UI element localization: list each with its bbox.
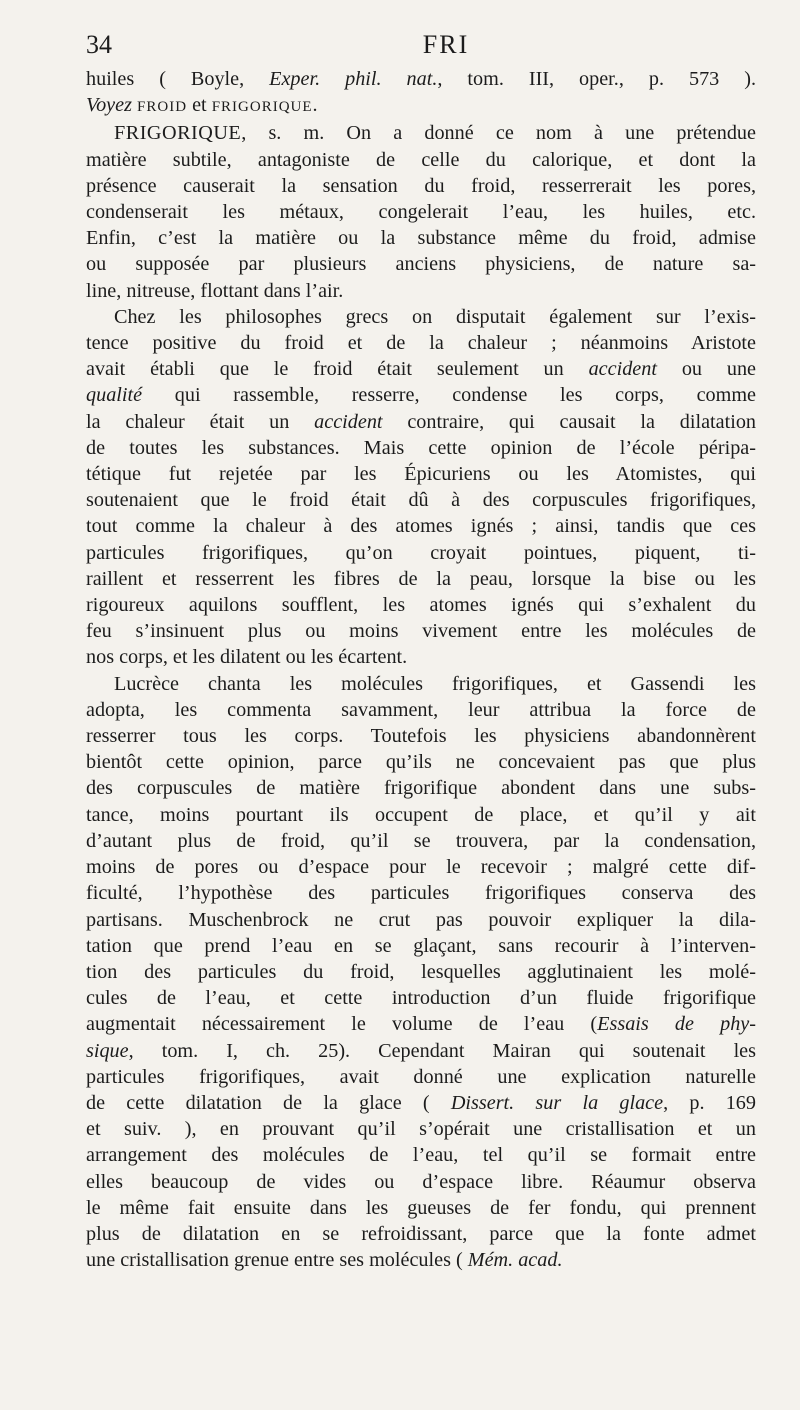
text-segment: ou une xyxy=(656,358,756,381)
text-line xyxy=(86,723,756,749)
text-segment: tance, moins pourtant ils occupent de place, et qu’il y ait xyxy=(86,803,756,826)
text-segment: arrangement des molécules de l’eau, tel qu’il se formait entre xyxy=(86,1144,756,1167)
text-line xyxy=(86,933,756,959)
text-segment: des corpuscules de matière frigorifique abondent dans une subs- xyxy=(86,777,756,800)
text-segment: adopta, les commenta savamment, leur attribua la force de xyxy=(86,698,756,721)
text-segment: augmentait nécessairement le volume de l’eau ( xyxy=(86,1013,598,1036)
text-line xyxy=(86,147,756,173)
text-line xyxy=(86,461,756,487)
text-line xyxy=(86,435,756,461)
text-line xyxy=(86,775,756,801)
text-segment: rigoureux aquilons soufflent, les atomes ignés qui s’exhalent du xyxy=(86,594,756,617)
text-line xyxy=(86,1247,756,1273)
text-segment: avait établi que le froid était seulement un xyxy=(86,358,589,381)
italic-text: accident xyxy=(314,410,383,433)
text-line xyxy=(86,487,756,513)
text-segment: partisans. Muschenbrock ne crut pas pouvoir expliquer la dila- xyxy=(86,908,756,931)
text-line xyxy=(86,199,756,225)
text-line xyxy=(86,854,756,880)
text-segment: de toutes les substances. Mais cette opinion de l’école péripa- xyxy=(86,436,756,459)
text-line xyxy=(86,1064,756,1090)
text-segment: condenserait les métaux, congelerait l’eau, les huiles, etc. xyxy=(86,201,756,224)
text-segment: raillent et resserrent les fibres de la peau, lorsque la bise ou les xyxy=(86,567,756,590)
text-segment: Lucrèce chanta les molécules frigorifiques, et Gassendi les xyxy=(114,672,756,695)
page-header xyxy=(86,30,756,62)
text-segment: soutenaient que le froid était dû à des corpuscules frigorifiques, xyxy=(86,489,756,512)
text-segment: feu s’insinuent plus ou moins vivement entre les molécules de xyxy=(86,620,756,643)
text-line xyxy=(86,828,756,854)
headword: FRIGORIQUE xyxy=(114,122,242,145)
italic-text: Mém. acad. xyxy=(467,1249,563,1272)
text-line xyxy=(86,173,756,199)
text-segment: plus de dilatation en se refroidissant, parce que la fonte admet xyxy=(86,1222,756,1245)
text-segment: particules frigorifiques, avait donné une explication naturelle xyxy=(86,1065,756,1088)
text-line xyxy=(86,985,756,1011)
italic-text: Exper. phil. nat. xyxy=(269,68,438,90)
text-line xyxy=(86,880,756,906)
running-head: FRI xyxy=(422,30,470,59)
text-segment: particules frigorifiques, qu’on croyait pointues, piquent, ti- xyxy=(86,541,756,564)
text-segment: tout comme la chaleur à des atomes ignés ; ainsi, tandis que ces xyxy=(86,515,756,538)
text-line xyxy=(86,513,756,539)
text-segment: contraire, qui causait la dilatation xyxy=(382,410,757,433)
text-segment: le même fait ensuite dans les gueuses de fer fondu, qui prennent xyxy=(86,1196,756,1219)
text-line xyxy=(86,540,756,566)
italic-text: sique xyxy=(86,1039,129,1062)
text-segment: ou supposée par plusieurs anciens physiciens, de nature sa- xyxy=(86,253,756,276)
text-line xyxy=(86,278,756,304)
italic-text: Voyez xyxy=(86,94,132,117)
text-segment: et suiv. ), en prouvant qu’il s’opérait une cristallisation et un xyxy=(86,1118,756,1141)
text-segment: tation que prend l’eau en se glaçant, sans recourir à l’interven- xyxy=(86,934,756,957)
text-segment: line, nitreuse, flottant dans l’air. xyxy=(86,279,344,302)
text-segment: , tom. I, ch. 25). Cependant Mairan qui soutenait les xyxy=(128,1039,756,1062)
text-segment: tion des particules du froid, lesquelles agglutinaient les molé- xyxy=(86,960,756,983)
text-line xyxy=(86,907,756,933)
text-line xyxy=(86,251,756,277)
italic-text: accident xyxy=(588,358,657,381)
text-segment: la chaleur était un xyxy=(86,410,315,433)
text-segment: . xyxy=(312,94,318,117)
text-line xyxy=(86,566,756,592)
text-line xyxy=(86,92,756,120)
text-segment: resserrer tous les corps. Toutefois les physiciens abandonnèrent xyxy=(86,725,756,748)
text-line xyxy=(86,1011,756,1037)
text-segment: une cristallisation grenue entre ses molécules ( xyxy=(86,1249,468,1272)
text-line xyxy=(86,959,756,985)
text-segment: présence causerait la sensation du froid, resserrerait les pores, xyxy=(86,174,756,197)
text-line xyxy=(86,644,756,670)
text-line xyxy=(86,1116,756,1142)
text-line xyxy=(86,618,756,644)
text-segment: et xyxy=(187,94,212,117)
text-line xyxy=(86,304,756,330)
text-line xyxy=(86,749,756,775)
text-segment: qui rassemble, resserre, condense les corps, comme xyxy=(142,384,756,407)
text-segment: tétique fut rejetée par les Épicuriens ou les Atomistes, qui xyxy=(86,463,756,486)
text-segment: huiles ( Boyle, xyxy=(86,68,270,90)
text-line xyxy=(86,1195,756,1221)
text-line xyxy=(86,592,756,618)
text-segment: Enfin, c’est la matière ou la substance même du froid, admise xyxy=(86,227,756,250)
text-segment: FROID xyxy=(137,99,188,116)
text-line xyxy=(86,382,756,408)
text-line xyxy=(86,409,756,435)
italic-text: Essais de phy- xyxy=(597,1013,756,1036)
text-segment: FRIGORIQUE xyxy=(211,99,313,116)
text-line xyxy=(86,330,756,356)
text-segment: Chez les philosophes grecs on disputait également sur l’exis- xyxy=(114,305,756,328)
text-segment: d’autant plus de froid, qu’il se trouvera, par la condensation, xyxy=(86,829,756,852)
text-line xyxy=(86,356,756,382)
text-line xyxy=(86,66,756,92)
text-segment: , p. 169 xyxy=(663,1091,756,1114)
text-segment: nos corps, et les dilatent ou les écartent. xyxy=(86,646,408,669)
text-line xyxy=(86,120,756,146)
text-segment: ficulté, l’hypothèse des particules frigorifiques conserva des xyxy=(86,882,756,905)
text-segment: matière subtile, antagoniste de celle du calorique, et dont la xyxy=(86,148,756,171)
text-line xyxy=(86,697,756,723)
text-segment: moins de pores ou d’espace pour le recevoir ; malgré cette dif- xyxy=(86,856,756,879)
text-line xyxy=(86,1090,756,1116)
text-line xyxy=(86,802,756,828)
text-line xyxy=(86,225,756,251)
text-line xyxy=(86,1142,756,1168)
text-line xyxy=(86,1221,756,1247)
text-segment: cules de l’eau, et cette introduction d’un fluide frigorifique xyxy=(86,987,756,1010)
text-line xyxy=(86,1038,756,1064)
text-segment: , s. m. On a donné ce nom à une prétendue xyxy=(241,122,756,145)
text-segment: , tom. III, oper., p. 573 ). xyxy=(437,68,756,90)
text-segment: tence positive du froid et de la chaleur ; néanmoins Aristote xyxy=(86,332,756,355)
text-line xyxy=(86,1169,756,1195)
body-text xyxy=(86,66,756,1273)
text-segment: de cette dilatation de la glace ( xyxy=(86,1091,451,1114)
text-segment: elles beaucoup de vides ou d’espace libre. Réaumur observa xyxy=(86,1170,756,1193)
text-segment: bientôt cette opinion, parce qu’ils ne concevaient pas que plus xyxy=(86,751,756,774)
italic-text: qualité xyxy=(86,384,143,407)
italic-text: Dissert. sur la glace xyxy=(450,1091,664,1114)
page-number: 34 xyxy=(86,30,112,59)
text-line xyxy=(86,671,756,697)
